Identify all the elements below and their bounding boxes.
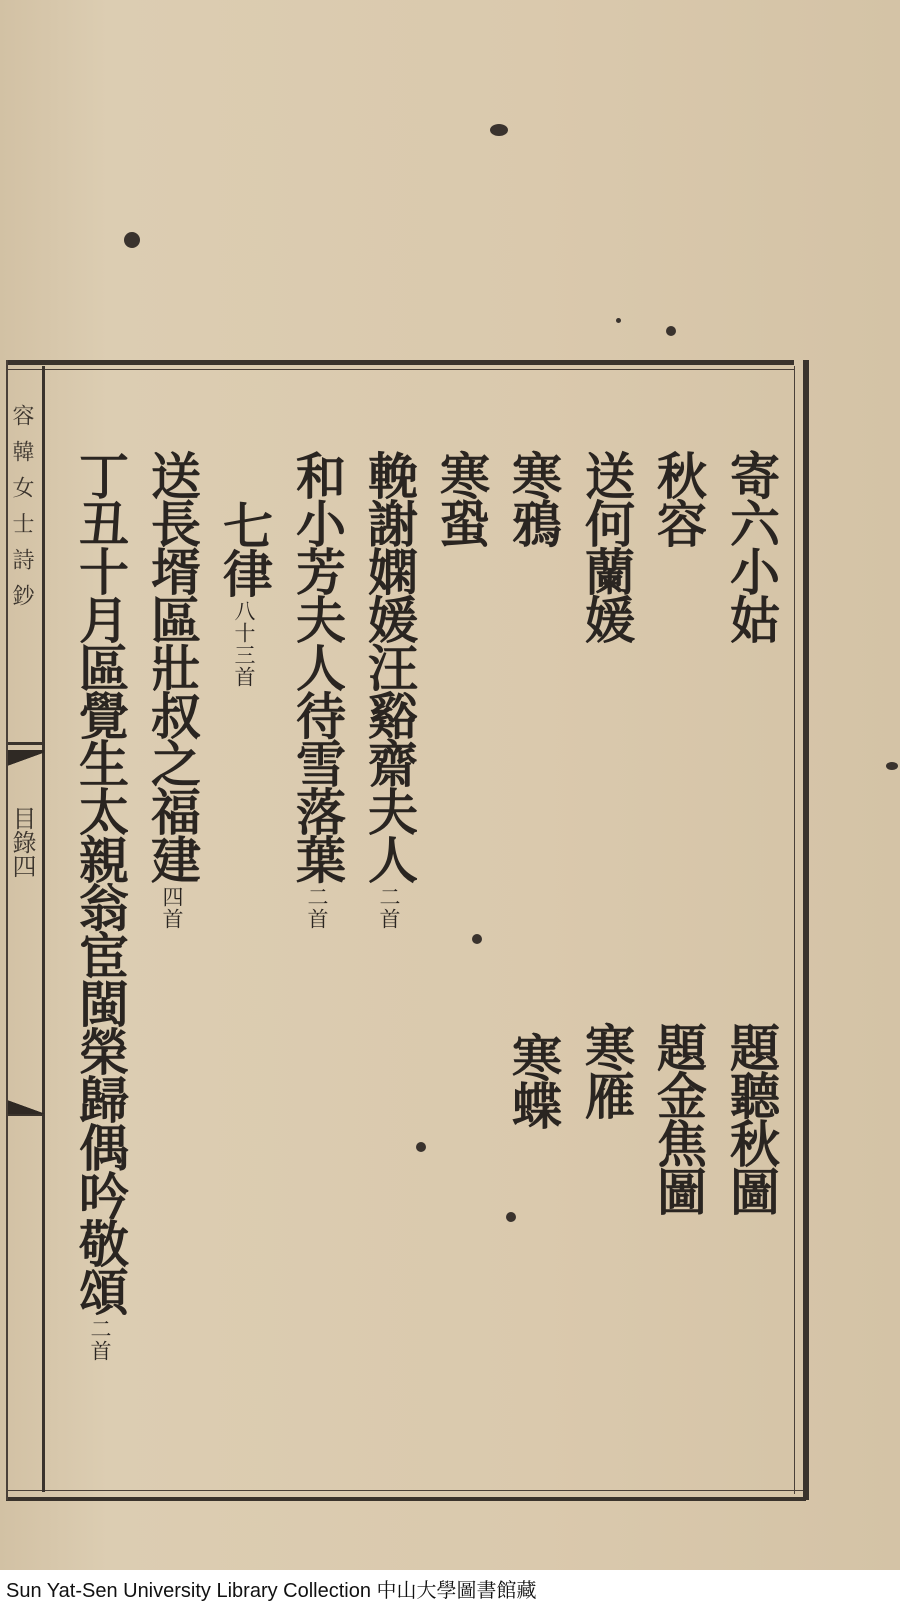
toc-entry-title: 丁丑十月區覺生太親翁宦閩榮歸偶吟敬頌 bbox=[71, 450, 130, 1314]
toc-entry bbox=[577, 450, 636, 642]
banxin-separator-upper bbox=[8, 742, 44, 745]
frame-bottom-border bbox=[6, 1497, 806, 1501]
toc-entry-count-note: 二首 bbox=[305, 886, 329, 930]
toc-section-heading bbox=[215, 500, 274, 688]
toc-entry-title: 題金焦圖 bbox=[649, 1022, 708, 1214]
paper-spot bbox=[506, 1212, 516, 1222]
paper-spot bbox=[472, 934, 482, 944]
paper-spot bbox=[490, 124, 508, 136]
toc-entry-title: 送長壻區壯叔之福建 bbox=[143, 450, 202, 882]
toc-entry bbox=[143, 450, 202, 930]
toc-entry-title: 寒鴉 bbox=[504, 450, 563, 546]
toc-entry bbox=[288, 450, 347, 930]
banxin-section-label: 目錄四 bbox=[8, 806, 36, 878]
frame-left-border bbox=[6, 360, 8, 1500]
toc-entry-title: 題聽秋圖 bbox=[722, 1022, 781, 1214]
banxin-separator-lower bbox=[8, 1114, 44, 1116]
toc-entry bbox=[649, 450, 708, 546]
toc-entry bbox=[360, 450, 419, 930]
toc-entry-title: 秋容 bbox=[649, 450, 708, 546]
frame-top-border bbox=[6, 360, 794, 365]
paper-spot bbox=[416, 1142, 426, 1152]
paper-spot bbox=[666, 326, 676, 336]
fishtail-upper bbox=[8, 750, 44, 768]
frame-right-inner-line bbox=[794, 366, 795, 1494]
toc-entry-title: 輓謝嫻媛汪谿齋夫人 bbox=[360, 450, 419, 882]
paper-spot bbox=[124, 232, 140, 248]
toc-entry-count-note: 二首 bbox=[377, 886, 401, 930]
toc-entry-lower bbox=[649, 1022, 708, 1214]
toc-entry-count-note: 二首 bbox=[88, 1318, 112, 1362]
toc-entry-count-note: 四首 bbox=[160, 886, 184, 930]
frame-top-inner-line bbox=[6, 369, 794, 370]
frame-right-border bbox=[803, 360, 809, 1500]
paper-spot bbox=[616, 318, 621, 323]
toc-entry-lower bbox=[577, 1022, 636, 1118]
frame-bottom-inner-line bbox=[6, 1490, 806, 1491]
collection-caption: Sun Yat-Sen University Library Collection 中山大學圖書館藏 bbox=[0, 1570, 900, 1612]
toc-entry-lower bbox=[504, 1032, 563, 1128]
toc-entry bbox=[432, 450, 491, 546]
paper-spot bbox=[886, 762, 898, 770]
toc-entry-title: 寒蝶 bbox=[504, 1032, 563, 1128]
toc-entry-title: 和小芳夫人待雪落葉 bbox=[288, 450, 347, 882]
banxin-book-title: 容韓女士詩鈔 bbox=[9, 404, 34, 620]
toc-entry bbox=[71, 450, 130, 1362]
toc-entry-title: 寒雁 bbox=[577, 1022, 636, 1118]
toc-section-title: 七律 bbox=[215, 500, 274, 596]
toc-entry-title: 送何蘭媛 bbox=[577, 450, 636, 642]
toc-entry-title: 寄六小姑 bbox=[722, 450, 781, 642]
toc-entry bbox=[722, 450, 781, 642]
toc-entry bbox=[504, 450, 563, 546]
toc-entry-lower bbox=[722, 1022, 781, 1214]
toc-entry-title: 寒蛩 bbox=[432, 450, 491, 546]
banxin-divider bbox=[42, 366, 45, 1492]
toc-section-count-note: 八十三首 bbox=[232, 600, 256, 688]
